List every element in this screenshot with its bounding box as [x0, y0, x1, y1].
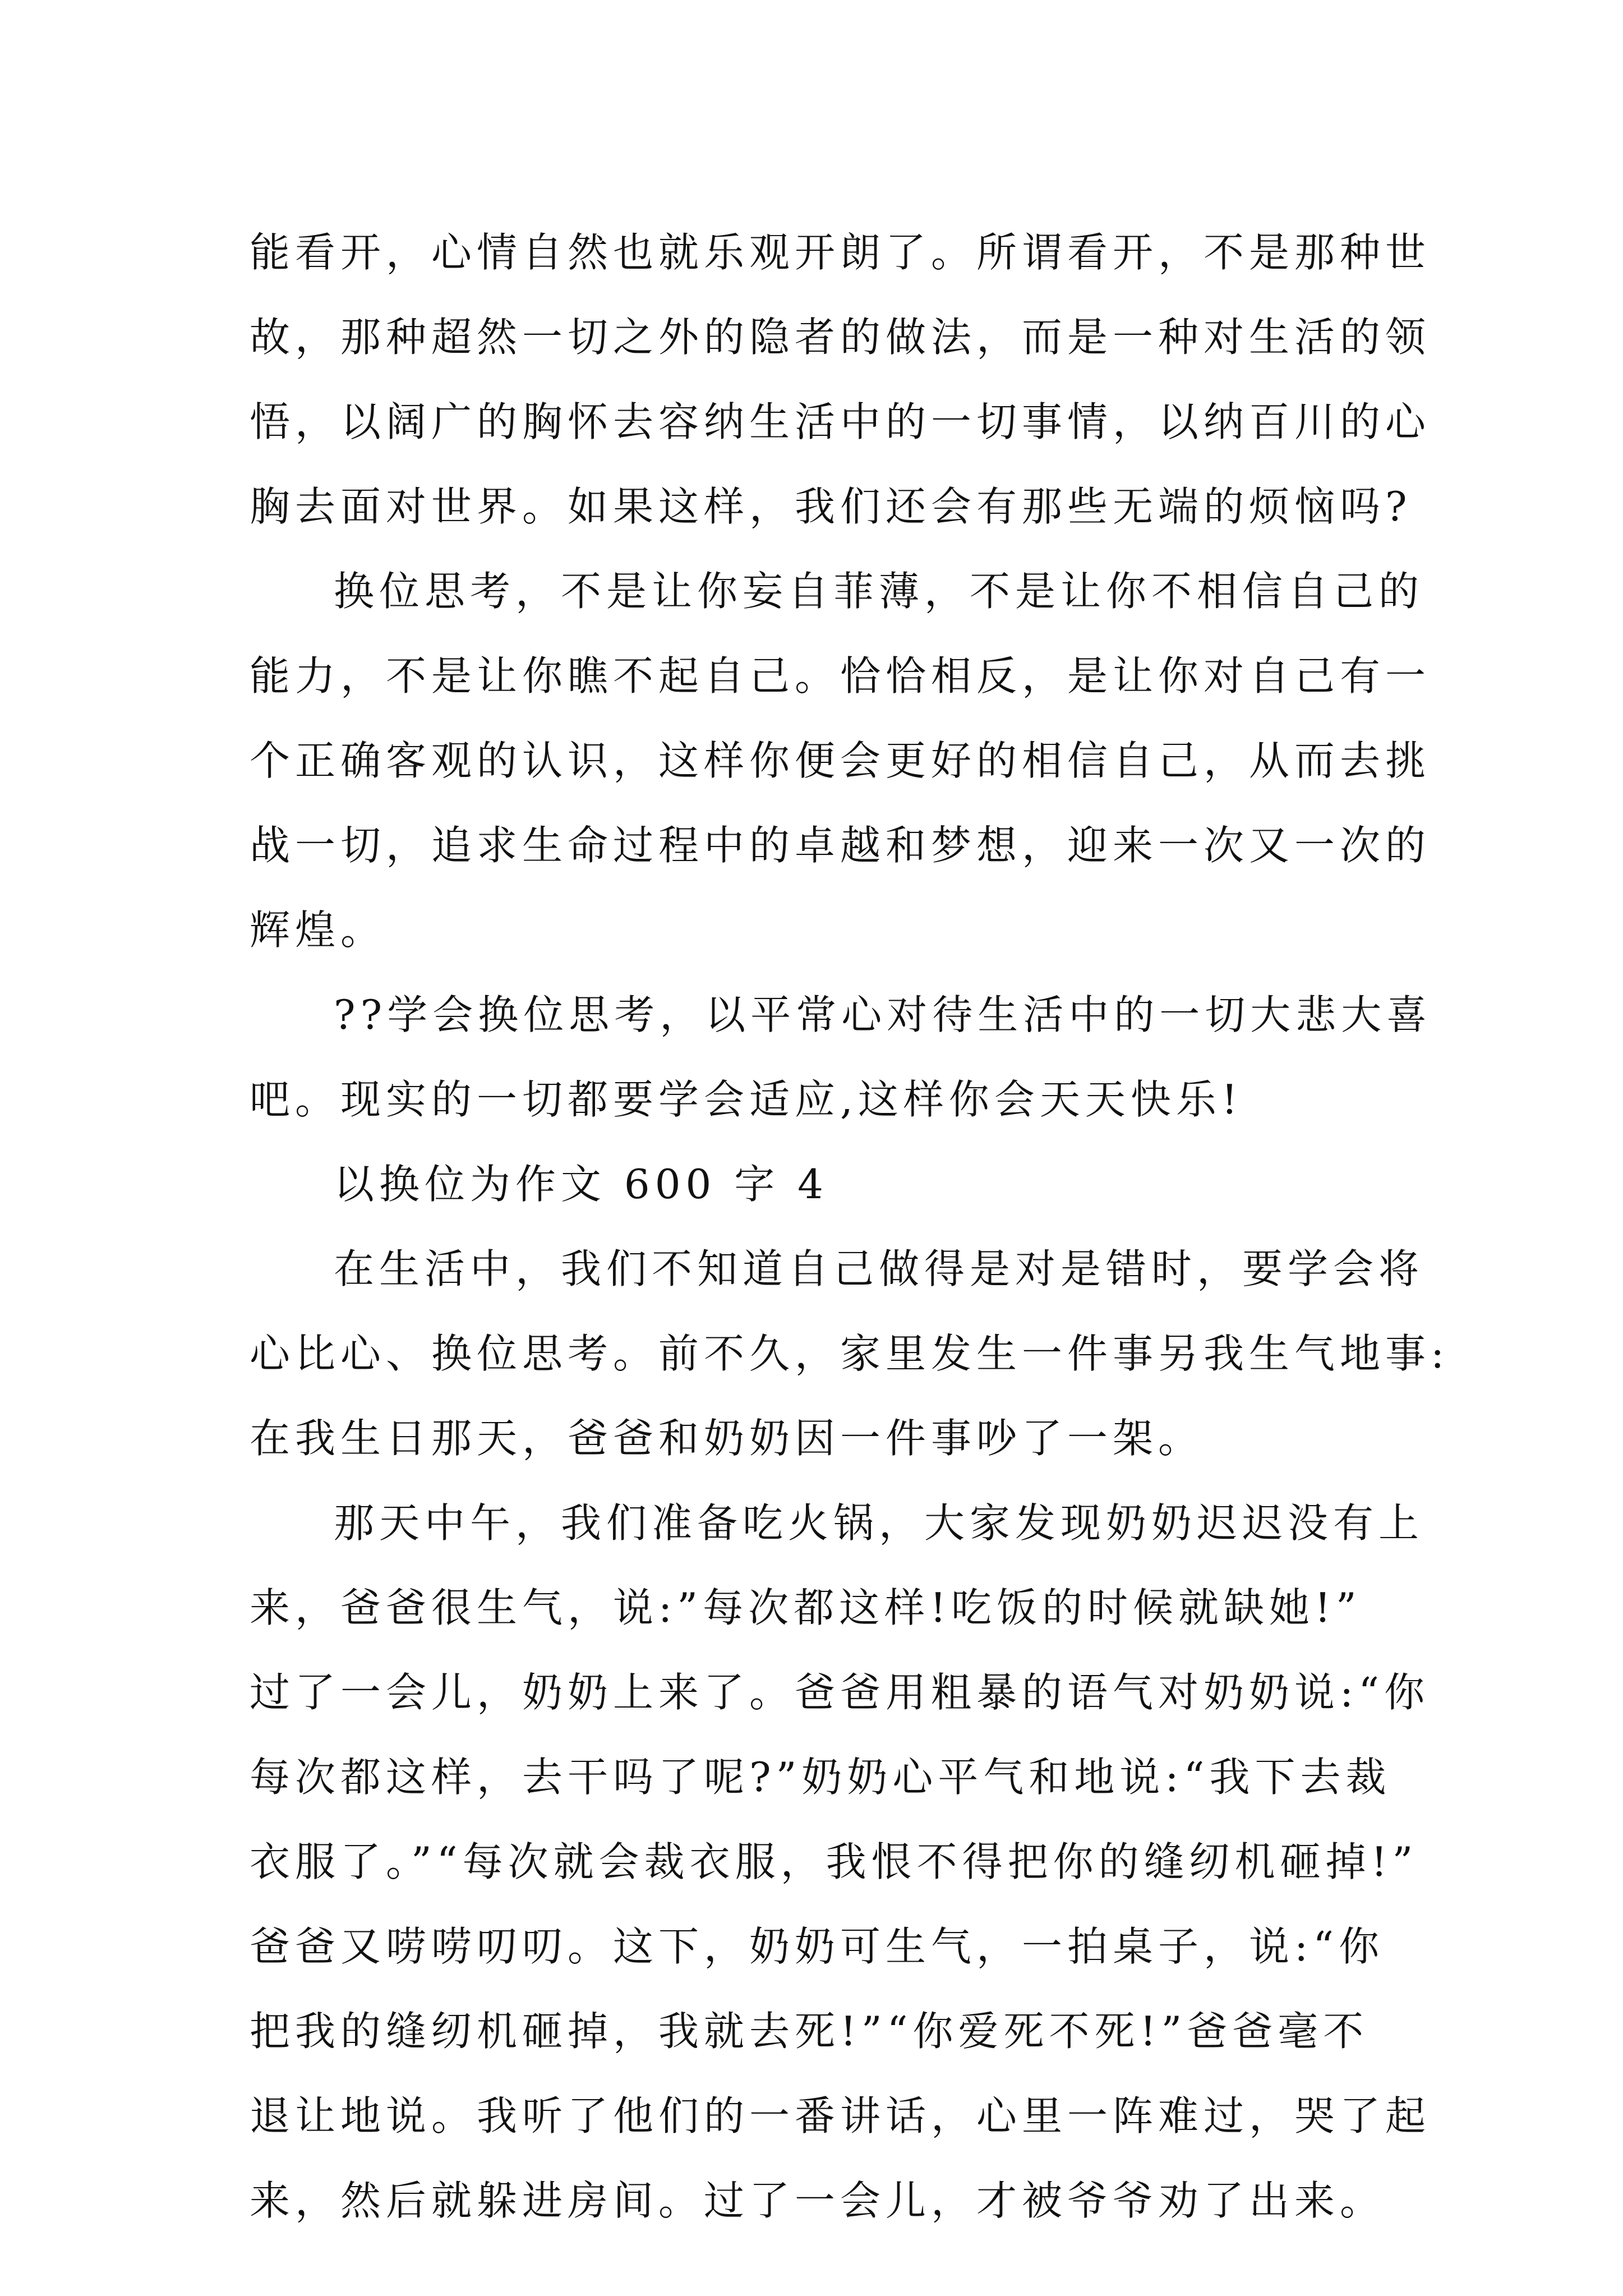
text-line: ??学会换位思考，以平常心对待生活中的一切大悲大喜 — [334, 991, 1432, 1038]
text-line: 来，爸爸很生气，说:”每次都这样!吃饭的时候就缺她!” — [250, 1584, 1362, 1631]
text-line: 换位思考，不是让你妄自菲薄，不是让你不相信自己的 — [334, 568, 1424, 615]
essay-body — [250, 210, 1450, 2243]
text-line: 故，那种超然一切之外的隐者的做法，而是一种对生活的领 — [250, 314, 1431, 361]
text-line: 心比心、换位思考。前不久，家里发生一件事另我生气地事: — [250, 1330, 1450, 1377]
text-line: 个正确客观的认识，这样你便会更好的相信自己，从而去挑 — [250, 737, 1431, 784]
text-line: 战一切，追求生命过程中的卓越和梦想，迎来一次又一次的 — [250, 822, 1431, 869]
text-line: 过了一会儿，奶奶上来了。爸爸用粗暴的语气对奶奶说:“你 — [250, 1669, 1430, 1716]
text-line: 辉煌。 — [250, 907, 386, 954]
text-line: 悟，以阔广的胸怀去容纳生活中的一切事情，以纳百川的心 — [250, 398, 1431, 445]
section-heading: 以换位为作文 600 字 4 — [334, 1161, 828, 1208]
text-line: 吧。现实的一切都要学会适应,这样你会天天快乐! — [250, 1076, 1243, 1123]
text-line: 那天中午，我们准备吃火锅，大家发现奶奶迟迟没有上 — [334, 1499, 1424, 1547]
text-line: 退让地说。我听了他们的一番讲话，心里一阵难过，哭了起 — [250, 2092, 1431, 2139]
text-line: 把我的缝纫机砸掉，我就去死!”“你爱死不死!”爸爸毫不 — [250, 2008, 1369, 2055]
text-line: 爸爸又唠唠叨叨。这下，奶奶可生气，一拍桌子，说:“你 — [250, 1923, 1385, 1970]
text-line: 来，然后就躲进房间。过了一会儿，才被爷爷劝了出来。 — [250, 2177, 1386, 2224]
text-line: 在生活中，我们不知道自己做得是对是错时，要学会将 — [334, 1245, 1424, 1292]
text-line: 每次都这样，去干吗了呢?”奶奶心平气和地说:“我下去裁 — [250, 1754, 1391, 1801]
text-line: 能力，不是让你瞧不起自己。恰恰相反，是让你对自己有一 — [250, 652, 1431, 700]
text-line: 在我生日那天，爸爸和奶奶因一件事吵了一架。 — [250, 1415, 1204, 1462]
text-line: 能看开，心情自然也就乐观开朗了。所谓看开，不是那种世 — [250, 229, 1431, 276]
text-line: 衣服了。”“每次就会裁衣服，我恨不得把你的缝纫机砸掉!” — [250, 1838, 1418, 1885]
text-line: 胸去面对世界。如果这样，我们还会有那些无端的烦恼吗? — [250, 483, 1412, 530]
